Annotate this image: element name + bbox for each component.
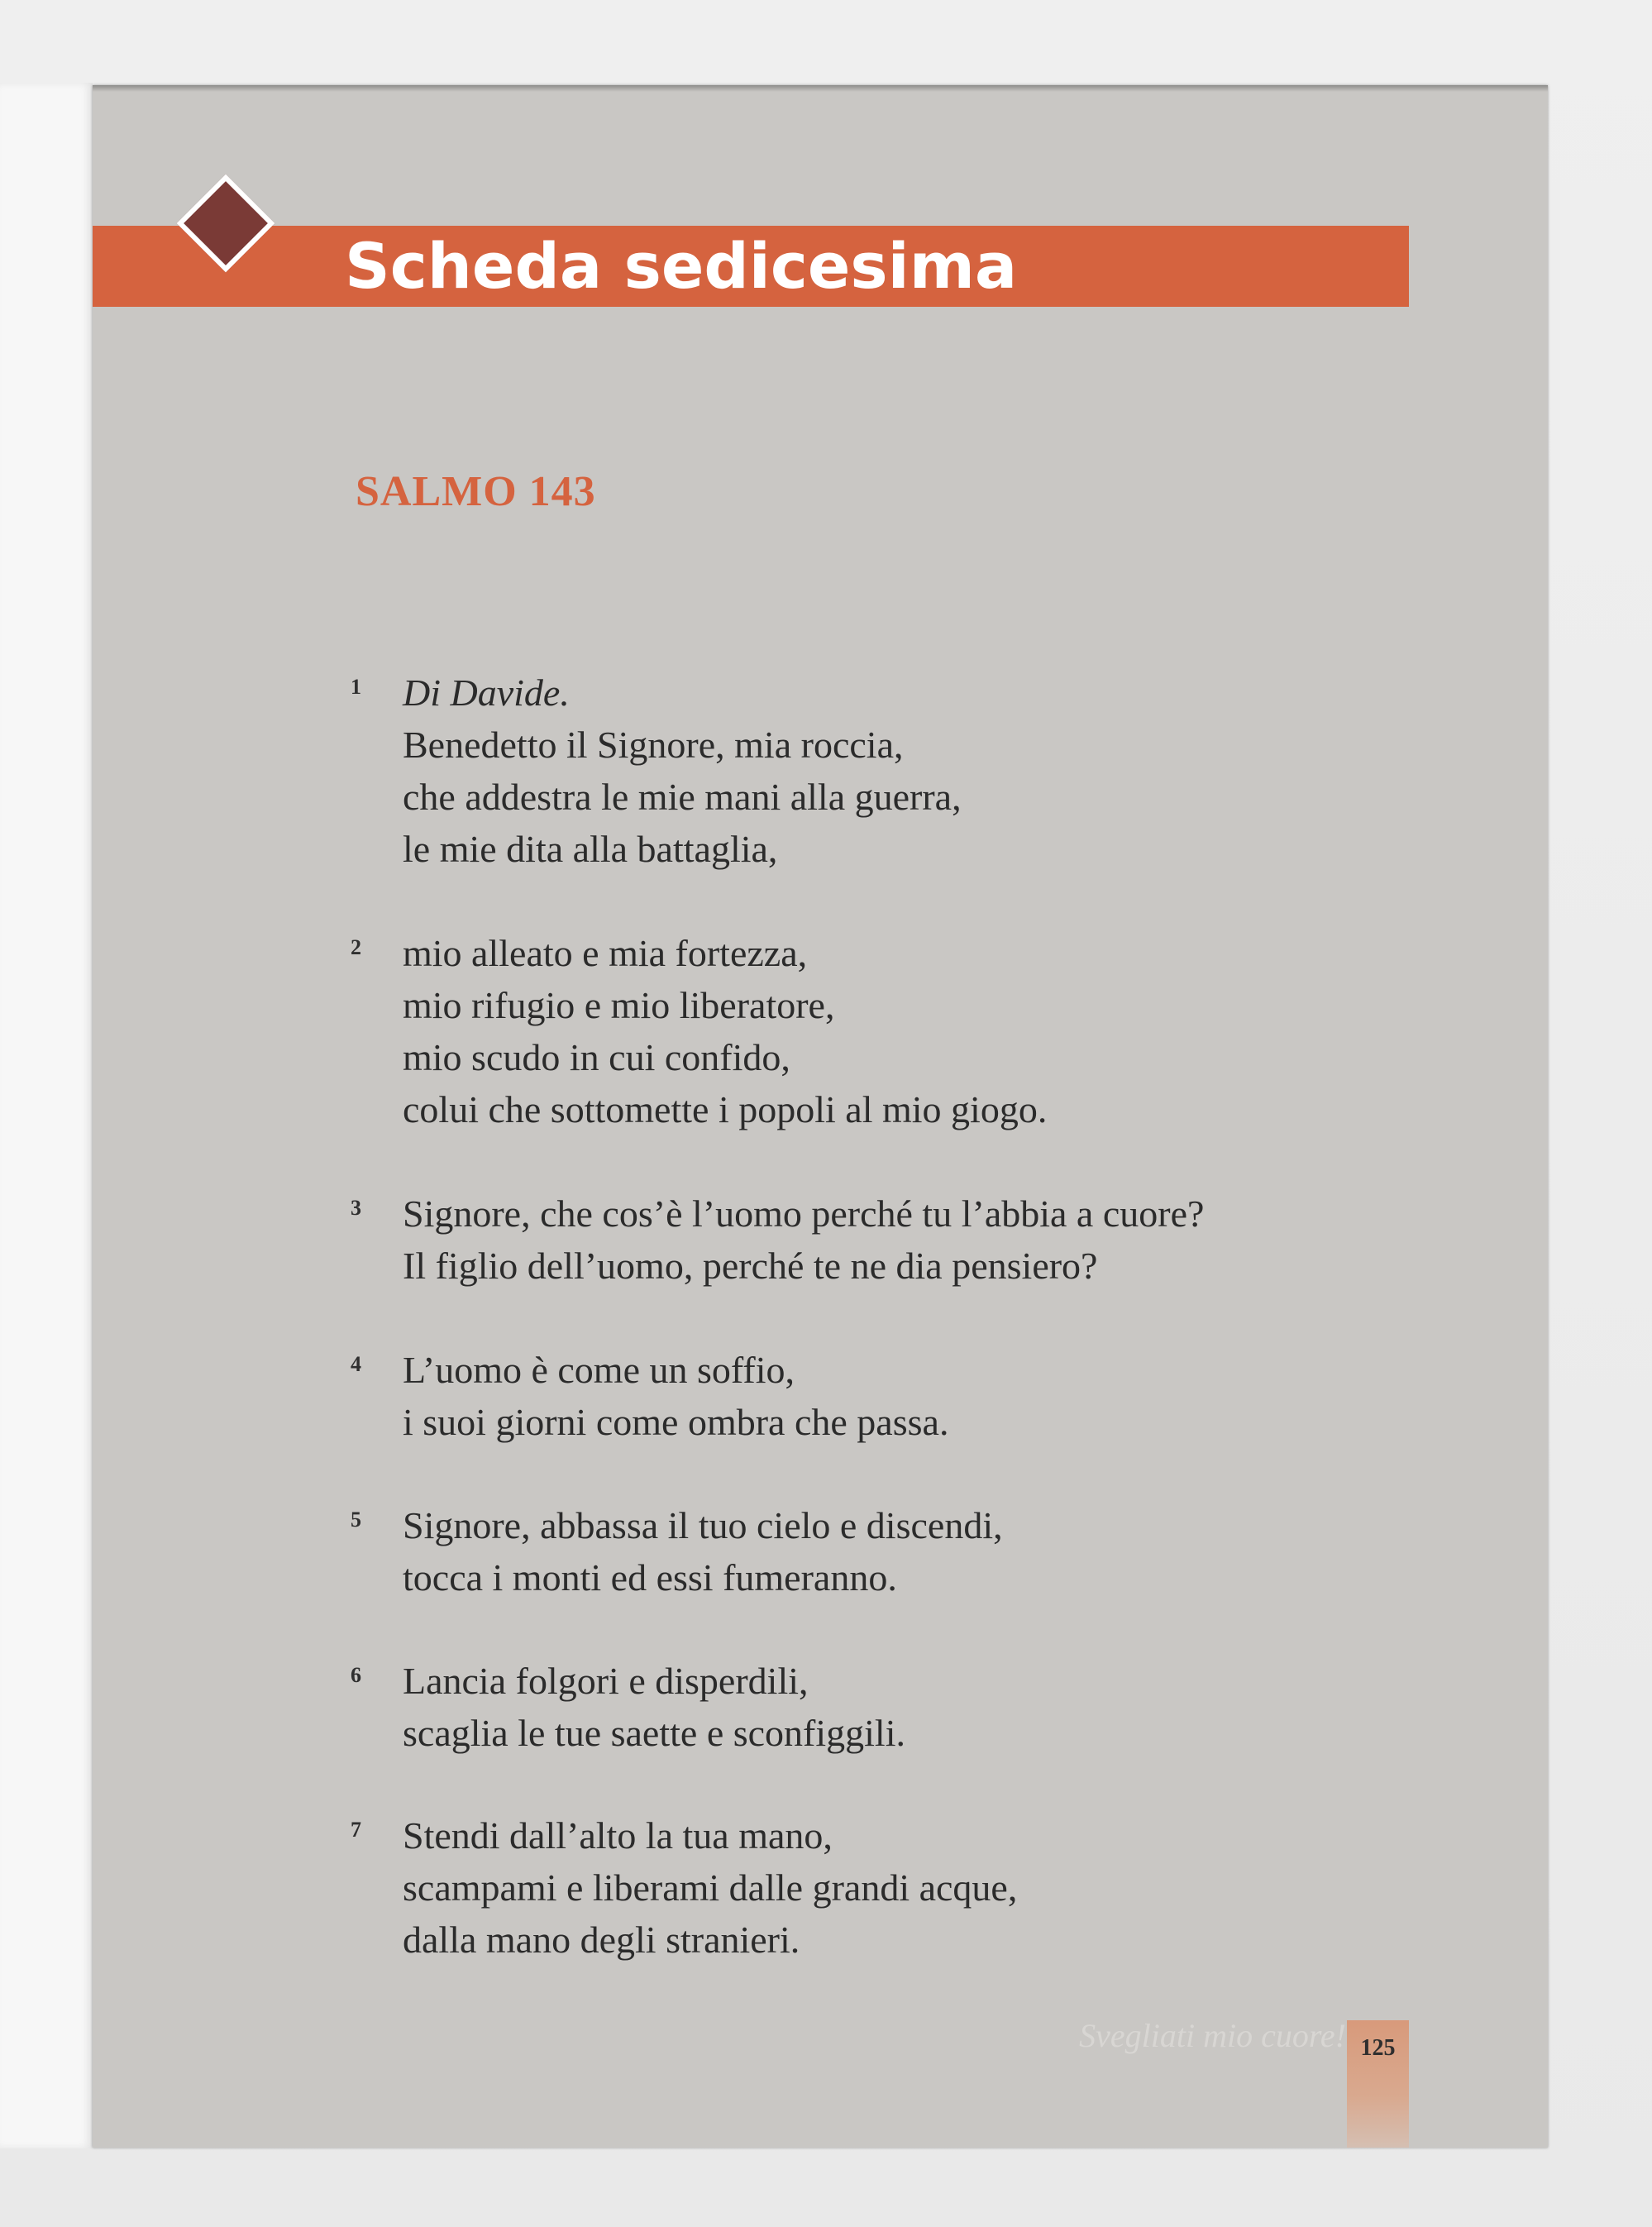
page-title: Scheda sedicesima — [345, 229, 1018, 303]
verse-line: scaglia le tue saette e sconfiggili. — [403, 1712, 905, 1754]
book-page — [93, 85, 1548, 2148]
verse-line: Stendi dall’alto la tua mano, — [403, 1814, 833, 1857]
verse-number: 2 — [351, 935, 361, 959]
verse-text — [403, 1499, 1003, 1603]
verse-line: mio scudo in cui confido, — [403, 1036, 790, 1078]
verse-number: 4 — [351, 1352, 361, 1376]
verse-line: le mie dita alla battaglia, — [403, 828, 778, 870]
verse-line: mio alleato e mia fortezza, — [403, 932, 808, 974]
verse-line: che addestra le mie mani alla guerra, — [403, 776, 962, 818]
verse-number: 5 — [351, 1508, 361, 1532]
verse-line: Signore, che cos’è l’uomo perché tu l’abbia a cuore? — [403, 1192, 1205, 1235]
verse-line: tocca i monti ed essi fumeranno. — [403, 1556, 897, 1599]
verse-text — [403, 1188, 1204, 1292]
verse-number: 6 — [351, 1663, 361, 1687]
verse-line: L’uomo è come un soffio, — [403, 1349, 795, 1391]
verse-line: Il figlio dell’uomo, perché te ne dia pensiero? — [403, 1245, 1098, 1287]
verse-number: 1 — [351, 675, 361, 699]
verse-line: dalla mano degli stranieri. — [403, 1919, 800, 1961]
psalm-verses — [93, 85, 1548, 2148]
verse-line: Benedetto il Signore, mia roccia, — [403, 724, 904, 766]
verse-line: i suoi giorni come ombra che passa. — [403, 1401, 949, 1443]
verse-text — [403, 1655, 905, 1759]
psalm-title: SALMO 143 — [356, 468, 596, 515]
verse-number: 7 — [351, 1818, 361, 1842]
verse-number: 3 — [351, 1196, 361, 1220]
verse-text — [403, 1344, 948, 1448]
verse-text — [403, 927, 1047, 1135]
left-page-edge — [0, 83, 93, 2148]
verse-line: Di Davide. — [403, 671, 570, 714]
page-number-tab — [1347, 2020, 1409, 2148]
verse-line: colui che sottomette i popoli al mio giogo. — [403, 1088, 1048, 1130]
page-number: 125 — [1360, 2035, 1396, 2061]
footer-book-title: Svegliati mio cuore! — [1079, 2017, 1346, 2054]
verse-line: scampami e liberami dalle grandi acque, — [403, 1866, 1018, 1909]
verse-text — [403, 1809, 1017, 1966]
verse-text — [403, 667, 962, 875]
verse-line: Signore, abbassa il tuo cielo e discendi, — [403, 1504, 1003, 1546]
verse-line: mio rifugio e mio liberatore, — [403, 984, 835, 1026]
verse-line: Lancia folgori e disperdili, — [403, 1660, 809, 1702]
